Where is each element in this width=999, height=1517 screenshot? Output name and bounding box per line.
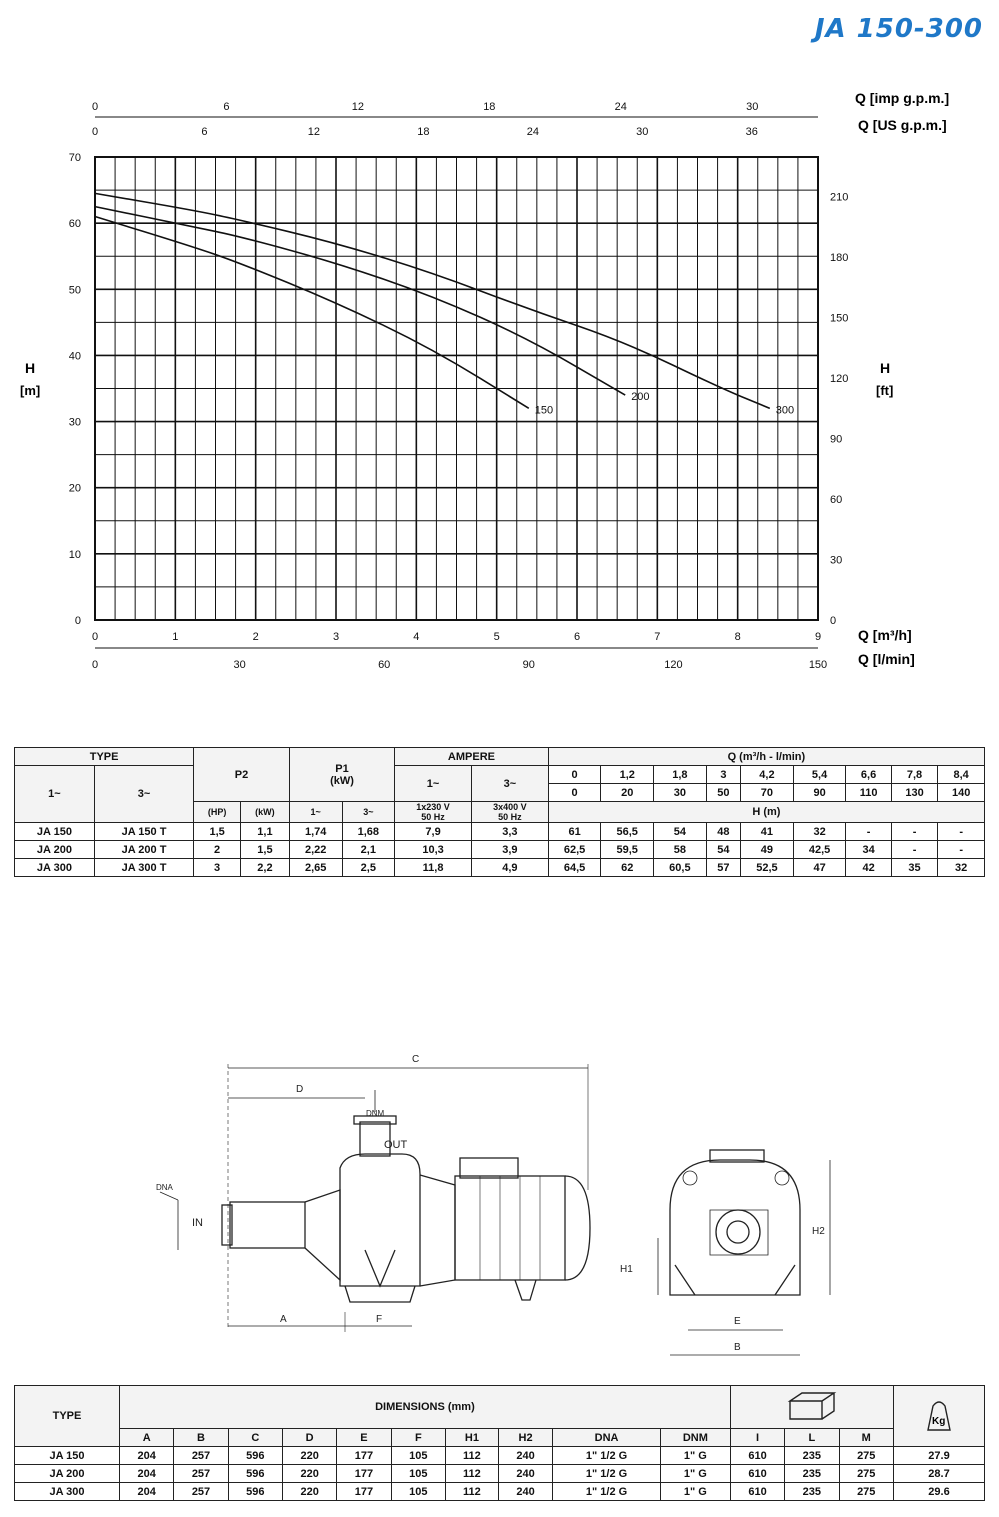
pack-col-header: M (839, 1429, 894, 1447)
dim-value-cell: 177 (337, 1465, 391, 1483)
top1-tick-label: 18 (483, 101, 496, 113)
top1-tick-label: 30 (746, 101, 759, 113)
top2-tick-label: 12 (307, 126, 321, 138)
chart-labels (20, 90, 949, 667)
pack-value-cell: 610 (730, 1447, 784, 1465)
perf-cell-a3: 3,3 (471, 823, 548, 841)
h-header: H (m) (548, 802, 984, 823)
dim-value-cell: 112 (445, 1465, 498, 1483)
perf-cell-hp: 2 (194, 841, 241, 859)
q-lmin-cell: 140 (938, 784, 985, 802)
x-tick-label: 9 (814, 631, 822, 643)
pack-value-cell: 235 (785, 1447, 839, 1465)
q-lmin-cell: 30 (654, 784, 707, 802)
dim-dna-label: DNA (156, 1183, 173, 1192)
dim-col-header: DNM (660, 1429, 730, 1447)
x-tick-label: 3 (332, 631, 340, 643)
kw-header: (kW) (241, 802, 290, 823)
in-label: IN (192, 1217, 203, 1229)
perf-cell-p1b: 1,68 (342, 823, 395, 841)
perf-cell-h: 42 (846, 859, 891, 877)
dim-value-cell: 220 (282, 1447, 336, 1465)
dim-d-label: D (296, 1084, 304, 1095)
dim-value-cell: 1" 1/2 G (553, 1465, 661, 1483)
y-tick-label: 10 (68, 548, 81, 561)
x2-tick-label: 60 (378, 659, 391, 671)
dim-value-cell: 596 (228, 1447, 282, 1465)
q-lmin-cell: 20 (601, 784, 654, 802)
dim-c-label: C (412, 1054, 420, 1065)
perf-cell-h: 59,5 (601, 841, 654, 859)
dim-col-header: D (282, 1429, 336, 1447)
page-title: JA 150-300 (814, 14, 983, 44)
q-lmin-cell: 110 (846, 784, 891, 802)
y-right-tick-label: 0 (830, 615, 837, 627)
y-tick-label: 50 (68, 284, 81, 297)
dim-value-cell: 220 (282, 1465, 336, 1483)
curve-300 (95, 193, 770, 408)
x-tick-label: 8 (734, 631, 741, 643)
package-icon (786, 1389, 838, 1423)
phase1-header: 1~ (15, 766, 95, 823)
top2-tick-label: 36 (745, 126, 758, 138)
q-m3h-cell: 4,2 (741, 766, 794, 784)
perf-table-row (15, 823, 985, 841)
amp1-volt: 1x230 V 50 Hz (395, 802, 472, 823)
perf-cell-h: 56,5 (601, 823, 654, 841)
q-m3h-cell: 7,8 (891, 766, 938, 784)
perf-cell-h: - (938, 841, 985, 859)
dim-value-cell: 1" G (660, 1447, 730, 1465)
y-tick-label: 0 (74, 615, 81, 627)
dim-col-header: H2 (498, 1429, 552, 1447)
top2-tick-label: 18 (417, 126, 430, 138)
perf-cell-h: 48 (706, 823, 740, 841)
x-tick-label: 6 (573, 631, 581, 643)
top2-tick-label: 24 (526, 126, 539, 138)
y-right-tick-label: 120 (830, 373, 849, 386)
dim-type-cell: JA 200 (15, 1465, 120, 1483)
x2-tick-label: 0 (91, 659, 99, 671)
pack-value-cell: 275 (839, 1483, 894, 1501)
perf-cell-h: 57 (706, 859, 740, 877)
amp1-phase: 1~ (395, 766, 472, 802)
perf-cell-h: 42,5 (793, 841, 846, 859)
perf-cell-h: 58 (654, 841, 707, 859)
dim-value-cell: 1" 1/2 G (553, 1483, 661, 1501)
dim-value-cell: 204 (120, 1447, 174, 1465)
x2-tick-label: 90 (522, 659, 535, 671)
perf-cell-t3: JA 300 T (94, 859, 193, 877)
performance-table (14, 747, 985, 877)
perf-cell-h: 47 (793, 859, 846, 877)
y-tick-label: 40 (68, 350, 81, 363)
pack-value-cell: 235 (785, 1465, 839, 1483)
dim-type-cell: JA 150 (15, 1447, 120, 1465)
perf-cell-a1: 7,9 (395, 823, 472, 841)
perf-cell-p1a: 2,65 (289, 859, 342, 877)
y-right-tick-label: 180 (830, 252, 849, 265)
perf-cell-kw: 2,2 (241, 859, 290, 877)
x-tick-label: 2 (252, 631, 259, 643)
perf-cell-h: 34 (846, 841, 891, 859)
perf-cell-p1a: 1,74 (289, 823, 342, 841)
curve-200 (95, 207, 625, 396)
dim-value-cell: 596 (228, 1483, 282, 1501)
dim-value-cell: 177 (337, 1483, 391, 1501)
perf-cell-a3: 3,9 (471, 841, 548, 859)
curve-label-200: 200 (631, 391, 650, 404)
pack-value-cell: 610 (730, 1483, 784, 1501)
weight-cell: 28.7 (894, 1465, 985, 1483)
y-tick-label: 70 (68, 152, 81, 164)
x-tick-label: 4 (413, 631, 420, 643)
amp3-phase: 3~ (471, 766, 548, 802)
curve-150 (95, 217, 529, 409)
perf-cell-h: - (891, 841, 938, 859)
perf-cell-h: 64,5 (548, 859, 601, 877)
q-m3h-cell: 0 (548, 766, 601, 784)
top1-tick-label: 24 (614, 101, 627, 113)
perf-cell-h: - (846, 823, 891, 841)
perf-cell-h: - (891, 823, 938, 841)
top2-axis-label: Q [US g.p.m.] (858, 117, 947, 133)
y-right-axis-label-unit: [ft] (876, 383, 894, 398)
dim-col-header: F (391, 1429, 445, 1447)
dim-value-cell: 240 (498, 1465, 552, 1483)
dim-h1-label: H1 (620, 1264, 633, 1275)
package-icon-header (730, 1386, 893, 1429)
dim-table-row (15, 1447, 985, 1465)
x-tick-label: 7 (654, 631, 661, 643)
pack-value-cell: 275 (839, 1447, 894, 1465)
perf-cell-h: 62,5 (548, 841, 601, 859)
dim-b-label: B (734, 1342, 741, 1353)
dim-value-cell: 1" G (660, 1465, 730, 1483)
pack-value-cell: 275 (839, 1465, 894, 1483)
weight-icon-label: Kg (932, 1415, 946, 1427)
type-header: TYPE (15, 748, 194, 766)
perf-cell-hp: 3 (194, 859, 241, 877)
perf-cell-t3: JA 150 T (94, 823, 193, 841)
q-m3h-cell: 1,8 (654, 766, 707, 784)
q-m3h-cell: 6,6 (846, 766, 891, 784)
perf-cell-a3: 4,9 (471, 859, 548, 877)
perf-table-row (15, 841, 985, 859)
chart-grid (95, 157, 818, 620)
q-m3h-cell: 8,4 (938, 766, 985, 784)
q-header: Q (m³/h - l/min) (548, 748, 984, 766)
dim-value-cell: 204 (120, 1465, 174, 1483)
pack-value-cell: 235 (785, 1483, 839, 1501)
perf-cell-h: 41 (741, 823, 794, 841)
dim-value-cell: 257 (174, 1483, 228, 1501)
dim-value-cell: 596 (228, 1465, 282, 1483)
dim-e-label: E (734, 1316, 741, 1327)
perf-cell-t1: JA 300 (15, 859, 95, 877)
dim-col-header: E (337, 1429, 391, 1447)
amp3-volt: 3x400 V 50 Hz (471, 802, 548, 823)
top1-axis-label: Q [imp g.p.m.] (855, 90, 950, 106)
weight-cell: 29.6 (894, 1483, 985, 1501)
perf-cell-h: 32 (938, 859, 985, 877)
perf-table-row (15, 859, 985, 877)
y-tick-label: 60 (68, 218, 81, 231)
q-m3h-cell: 1,2 (601, 766, 654, 784)
perf-cell-h: 60,5 (654, 859, 707, 877)
perf-cell-h: 35 (891, 859, 938, 877)
dim-value-cell: 257 (174, 1465, 228, 1483)
dim-value-cell: 105 (391, 1465, 445, 1483)
dim-value-cell: 112 (445, 1447, 498, 1465)
top1-tick-label: 12 (351, 101, 365, 113)
chart-curves (95, 193, 794, 416)
perf-cell-h: 62 (601, 859, 654, 877)
hp-header: (HP) (194, 802, 241, 823)
phase3-header: 3~ (94, 766, 193, 823)
out-label: OUT (384, 1139, 408, 1151)
dim-value-cell: 112 (445, 1483, 498, 1501)
x2-tick-label: 30 (233, 659, 246, 671)
perf-cell-t1: JA 200 (15, 841, 95, 859)
dim-col-header: A (120, 1429, 174, 1447)
dim-value-cell: 177 (337, 1447, 391, 1465)
dimensions-header: DIMENSIONS (mm) (120, 1386, 731, 1429)
perf-cell-kw: 1,5 (241, 841, 290, 859)
ampere-header: AMPERE (395, 748, 549, 766)
perf-cell-h: 52,5 (741, 859, 794, 877)
dim-value-cell: 1" 1/2 G (553, 1447, 661, 1465)
curve-label-300: 300 (775, 404, 795, 417)
perf-cell-h: 54 (654, 823, 707, 841)
p1-phase1: 1~ (289, 802, 342, 823)
perf-cell-h: 49 (741, 841, 794, 859)
curve-label-150: 150 (534, 404, 554, 417)
p1-phase3: 3~ (342, 802, 395, 823)
top2-tick-label: 6 (201, 126, 208, 138)
y-right-tick-label: 60 (830, 494, 843, 507)
dim-value-cell: 240 (498, 1483, 552, 1501)
weight-icon-header (894, 1386, 985, 1447)
pack-col-header: I (730, 1429, 784, 1447)
perf-cell-a1: 11,8 (395, 859, 472, 877)
x-tick-label: 5 (493, 631, 500, 643)
q-lmin-cell: 130 (891, 784, 938, 802)
y-tick-label: 30 (68, 416, 81, 429)
q-m3h-cell: 3 (706, 766, 740, 784)
dim-value-cell: 240 (498, 1447, 552, 1465)
perf-cell-t1: JA 150 (15, 823, 95, 841)
q-lmin-cell: 0 (548, 784, 601, 802)
pack-col-header: L (785, 1429, 839, 1447)
pump-dimension-drawing (150, 1050, 870, 1370)
dim-type-header: TYPE (15, 1386, 120, 1447)
x-axis-label: Q [m³/h] (858, 627, 912, 643)
p1-header: P1 (kW) (289, 748, 394, 802)
perf-cell-t3: JA 200 T (94, 841, 193, 859)
x2-tick-label: 120 (664, 659, 683, 671)
p2-header: P2 (194, 748, 290, 802)
dim-f-label: F (376, 1314, 383, 1325)
perf-cell-a1: 10,3 (395, 841, 472, 859)
dim-value-cell: 105 (391, 1447, 445, 1465)
q-lmin-cell: 90 (793, 784, 846, 802)
perf-cell-h: 54 (706, 841, 740, 859)
dim-table-row (15, 1483, 985, 1501)
perf-cell-hp: 1,5 (194, 823, 241, 841)
perf-cell-h: 61 (548, 823, 601, 841)
dim-dnm-label: DNM (366, 1109, 385, 1118)
q-lmin-cell: 70 (741, 784, 794, 802)
x-tick-label: 1 (172, 631, 179, 643)
pack-value-cell: 610 (730, 1465, 784, 1483)
dim-col-header: DNA (553, 1429, 661, 1447)
perf-cell-p1b: 2,5 (342, 859, 395, 877)
y-tick-label: 20 (68, 482, 81, 495)
dimensions-table (14, 1385, 985, 1501)
perf-cell-p1a: 2,22 (289, 841, 342, 859)
dim-col-header: B (174, 1429, 228, 1447)
y-right-tick-label: 30 (830, 554, 843, 567)
y-axis-label-unit: [m] (20, 383, 41, 398)
top1-tick-label: 0 (91, 101, 99, 113)
q-m3h-cell: 5,4 (793, 766, 846, 784)
top2-tick-label: 30 (636, 126, 649, 138)
x2-tick-label: 150 (808, 659, 828, 671)
dim-value-cell: 204 (120, 1483, 174, 1501)
dim-a-label: A (280, 1314, 287, 1325)
dim-type-cell: JA 300 (15, 1483, 120, 1501)
perf-cell-h: 32 (793, 823, 846, 841)
y-right-tick-label: 150 (830, 312, 849, 325)
weight-icon (924, 1398, 954, 1432)
x2-axis-label: Q [l/min] (858, 651, 915, 667)
dim-col-header: H1 (445, 1429, 498, 1447)
dim-col-header: C (228, 1429, 282, 1447)
y-right-tick-label: 210 (830, 191, 849, 204)
dim-h2-label: H2 (812, 1226, 825, 1237)
top1-tick-label: 6 (223, 101, 230, 113)
y-right-axis-label-h: H (880, 360, 891, 376)
perf-cell-h: - (938, 823, 985, 841)
dim-value-cell: 1" G (660, 1483, 730, 1501)
y-right-tick-label: 90 (830, 433, 843, 446)
dim-value-cell: 105 (391, 1483, 445, 1501)
top2-tick-label: 0 (91, 126, 99, 138)
x-tick-label: 0 (91, 631, 99, 643)
dim-value-cell: 257 (174, 1447, 228, 1465)
y-axis-label-h: H (25, 360, 36, 376)
dim-table-row (15, 1465, 985, 1483)
perf-cell-p1b: 2,1 (342, 841, 395, 859)
weight-cell: 27.9 (894, 1447, 985, 1465)
q-lmin-cell: 50 (706, 784, 740, 802)
performance-chart (0, 0, 999, 700)
chart-ticks (69, 101, 849, 671)
dim-value-cell: 220 (282, 1483, 336, 1501)
perf-cell-kw: 1,1 (241, 823, 290, 841)
